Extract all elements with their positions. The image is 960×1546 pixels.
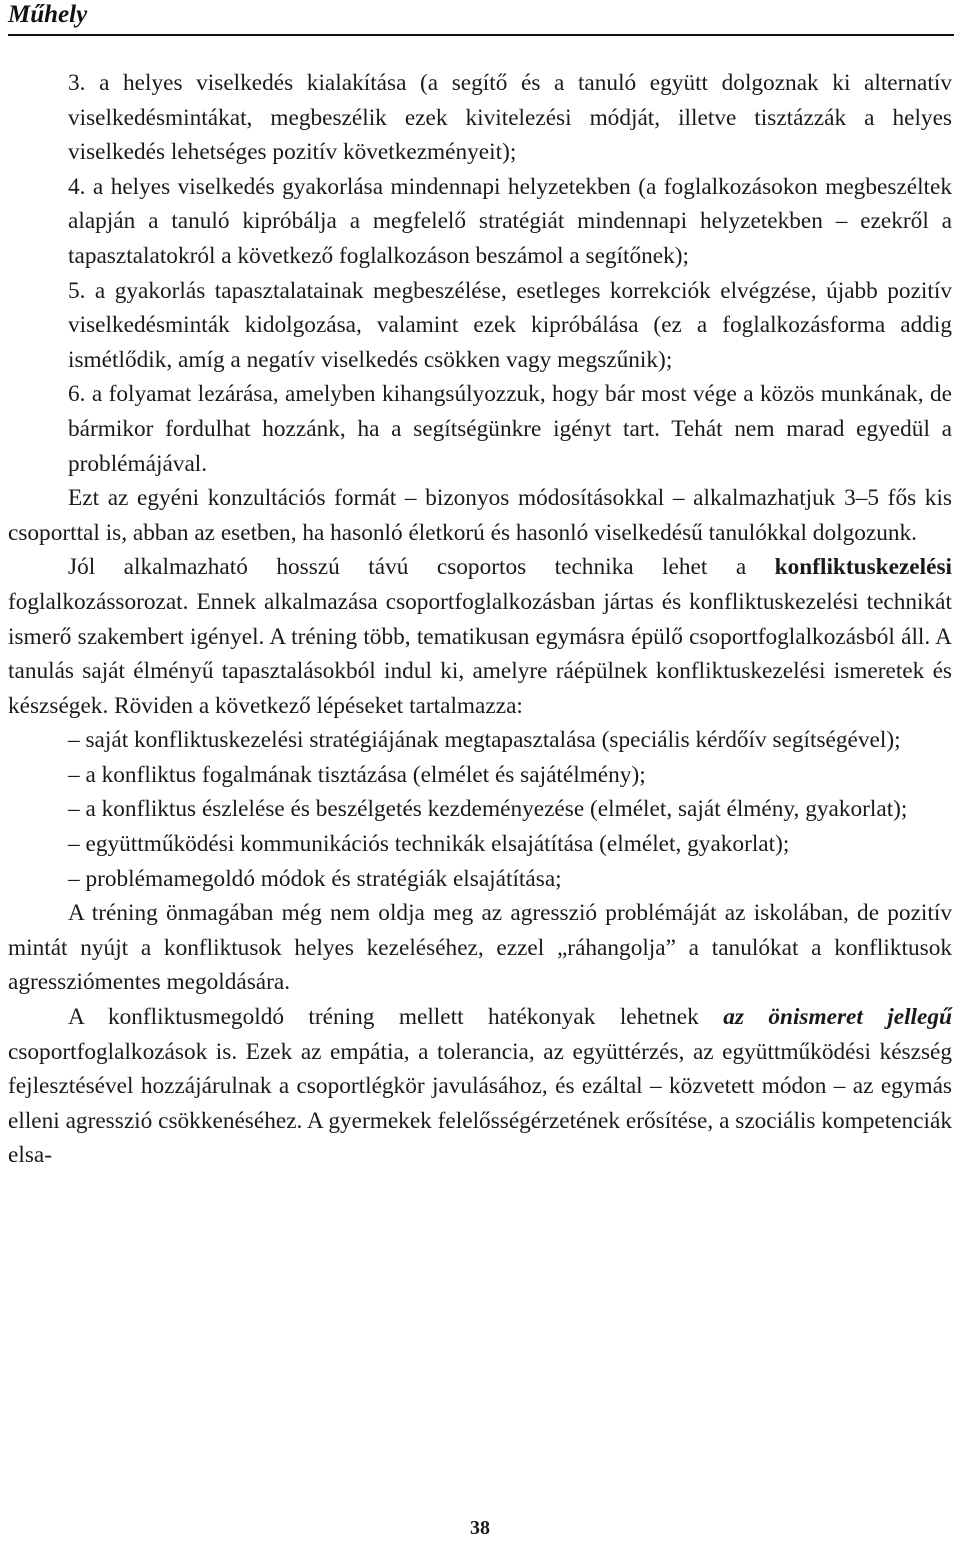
page-body <box>8 66 952 1173</box>
running-header <box>8 0 954 36</box>
numbered-item-5: 5. a gyakorlás tapasztalatainak megbeszélése, esetleges korrekciók elvégzése, újabb pozitív viselkedésminták kidolgozása, valamint ezek kipróbálása (ez a foglalkozásforma addig ismétlődik, amíg a negatív viselkedés csökken vagy megszűnik); <box>68 277 952 373</box>
numbered-item-6: 6. a folyamat lezárása, amelyben kihangsúlyozzuk, hogy bár most vége a közös munkának, de bármikor fordulhat hozzánk, ha a segítségünkre igényt tart. Tehát nem marad egyedül a problémájával. <box>68 381 952 477</box>
dash-list-item: – saját konfliktuskezelési stratégiájának megtapasztalása (speciális kérdőív segítségével); <box>68 727 901 754</box>
header-divider <box>8 34 954 36</box>
dash-list-item: – együttműködési kommunikációs technikák elsajátítása (elmélet, gyakorlat); <box>68 831 790 858</box>
paragraph-text: A konfliktusmegoldó tréning mellett hatékonyak lehetnek <box>68 1004 724 1031</box>
page-number: 38 <box>470 1517 490 1539</box>
paragraph-self-knowledge <box>8 1000 952 1173</box>
paragraph-training-effect: A tréning önmagában még nem oldja meg az agresszió problémáját az iskolában, de pozitív mintát nyújt a konfliktusok helyes kezeléséhez, ezzel „ráhangolja” a tanulókat a konfliktusok agressziómentes megoldására. <box>8 900 952 996</box>
paragraph-text: foglalkozássorozat. Ennek alkalmazása csoportfoglalkozásban jártas és konfliktuskezelési technikát ismerő szakembert igényel. A tréning több, tematikusan egymásra épülő csoportfoglalkozásból áll. A tanulás saját élményű tapasztalásokból indul ki, amelyre ráépülnek konfliktuskezelési ismeretek és készségek. Röviden a következő lépéseket tartalmazza: <box>8 588 952 719</box>
paragraph-group-consultation: Ezt az egyéni konzultációs formát – bizonyos módosításokkal – alkalmazhatjuk 3–5 fős kis csoporttal is, abban az esetben, ha hasonló életkorú és hasonló viselkedésű tanulókkal dolgozunk. <box>8 485 952 546</box>
emphasis-term: konfliktuskezelési <box>774 554 952 581</box>
paragraph-conflict-training <box>8 550 952 723</box>
dash-list-item: – problémamegoldó módok és stratégiák elsajátítása; <box>68 865 562 892</box>
dash-list-item: – a konfliktus észlelése és beszélgetés kezdeményezése (elmélet, saját élmény, gyakorlat); <box>68 796 908 823</box>
numbered-item-3: 3. a helyes viselkedés kialakítása (a segítő és a tanuló együtt dolgoznak ki alternatív viselkedésmintákat, megbeszélik ezek kivitelezési módját, illetve tisztázzák a helyes viselkedés lehetséges pozitív következményeit); <box>68 70 952 166</box>
section-title: Műhely <box>8 1 88 28</box>
paragraph-text: csoportfoglalkozások is. Ezek az empátia, a tolerancia, az együttérzés, az együttműködési készség fejlesztésével hozzájárulnak a csoportlégkör javulásához, és ezáltal – közvetett módon – az egymás elleni agresszió csökkenéséhez. A gyermekek felelősségérzetének erősítése, a szociális kompetenciák elsa- <box>8 1038 952 1169</box>
paragraph-text: Jól alkalmazható hosszú távú csoportos technika lehet a <box>68 554 775 581</box>
numbered-item-4: 4. a helyes viselkedés gyakorlása mindennapi helyzetekben (a foglalkozásokon megbeszéltek alapján a tanuló kipróbálja a megfelelő stratégiát mindennapi helyzetekben – ezekről a tapasztalatokról a következő foglalkozáson beszámol a segítőnek); <box>68 173 952 269</box>
emphasis-term: az önismeret jellegű <box>723 1004 952 1031</box>
dash-list-item: – a konfliktus fogalmának tisztázása (elmélet és sajátélmény); <box>68 761 646 788</box>
